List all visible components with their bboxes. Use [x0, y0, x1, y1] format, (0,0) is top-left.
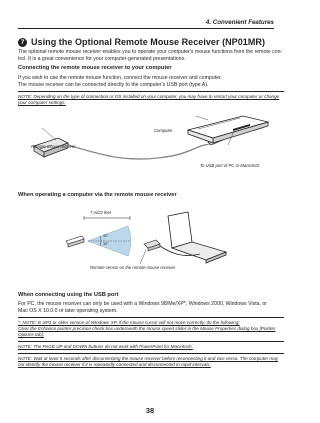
usb-line: For PC, the mouse receiver can only be used with a Windows 98/Me/XP*, Windows 2000, Windows Vista, or: [18, 301, 268, 307]
connecting-note-line: your computer settings.: [18, 100, 66, 105]
footnote-line: Clear the Enhance pointer precision check box underneath the mouse speed slider in the Mouse Properties dialog box [Pointer: [18, 326, 276, 331]
pageupdown-note-line: NOTE: The PAGE UP and DOWN buttons do not work with PowerPoint for Macintosh.: [18, 344, 193, 349]
computer-label: Computer: [154, 128, 173, 133]
upper-angle-label: 30°: [103, 234, 109, 238]
operating-heading: When operating a computer via the remote mouse receiver: [18, 192, 177, 198]
mouse-receiver-icon: [144, 240, 160, 251]
connecting-line: If you wish to use the remote mouse function, connect the mouse receiver and computer.: [18, 75, 222, 81]
connecting-line: The mouse receiver can be connected directly to the computer's USB port (type A).: [18, 82, 209, 88]
range-diagram: [60, 208, 260, 278]
lower-angle-label: 30°: [103, 242, 109, 246]
wait-note-line: not identify the mouse receiver if it is repeatedly connected and disconnected in rapid intervals.: [18, 362, 211, 367]
connecting-heading: Connecting the remote mouse receiver to your computer: [18, 65, 172, 71]
section-header: 4. Convenient Features: [205, 19, 274, 26]
connecting-body: [18, 75, 284, 89]
usb-body: [18, 301, 284, 315]
connecting-note: [18, 91, 284, 106]
sensor-label: Remote sensor on the remote mouse receiver: [90, 265, 176, 270]
distance-label: 7 m/22 feet: [90, 210, 111, 215]
page-number: 38: [145, 406, 155, 415]
connection-diagram: [28, 110, 278, 170]
usb-footnote: [18, 317, 284, 338]
intro-line: trol. It is a great convenience for your computer-generated presentations.: [18, 56, 186, 63]
intro-line: The optional remote mouse receiver enables you to operate your computer's mouse functions from the remote con-: [18, 49, 283, 55]
laptop-computer-icon: [188, 116, 268, 143]
section-number-badge: 7: [18, 38, 27, 47]
section-title: [18, 37, 265, 47]
wait-note: [18, 353, 284, 368]
remote-control-icon: [66, 236, 84, 247]
connection-illustration: [28, 110, 278, 170]
footnote-line: Options tab].: [18, 332, 45, 337]
connecting-note-line: NOTE: Depending on the type of connection or OS installed on your computer, you may have to restart your computer or change: [18, 94, 280, 99]
usb-port-label: To USB port of PC or Macintosh: [200, 163, 260, 168]
receiver-label: Remote mouse receiver: [31, 144, 76, 149]
laptop-computer-icon: [168, 212, 226, 263]
pageupdown-note: [18, 341, 284, 350]
intro-paragraph: [18, 49, 284, 63]
header-rule: [18, 28, 274, 29]
usb-heading: When connecting using the USB port: [18, 292, 119, 298]
page-title: Using the Optional Remote Mouse Receiver (NP01MR): [31, 37, 265, 47]
usb-cable: [68, 144, 210, 159]
footnote-line: *: NOTE: In SP1 or older version of Windows XP, if the mouse cursor will not move correctly, do the following:: [18, 320, 240, 325]
wait-note-line: NOTE: Wait at least 5 seconds after disconnecting the mouse receiver before reconnecting it and vice versa. The computer may: [18, 356, 279, 361]
usb-line: Mac OS X 10.0.0 or later operating system.: [18, 308, 118, 314]
